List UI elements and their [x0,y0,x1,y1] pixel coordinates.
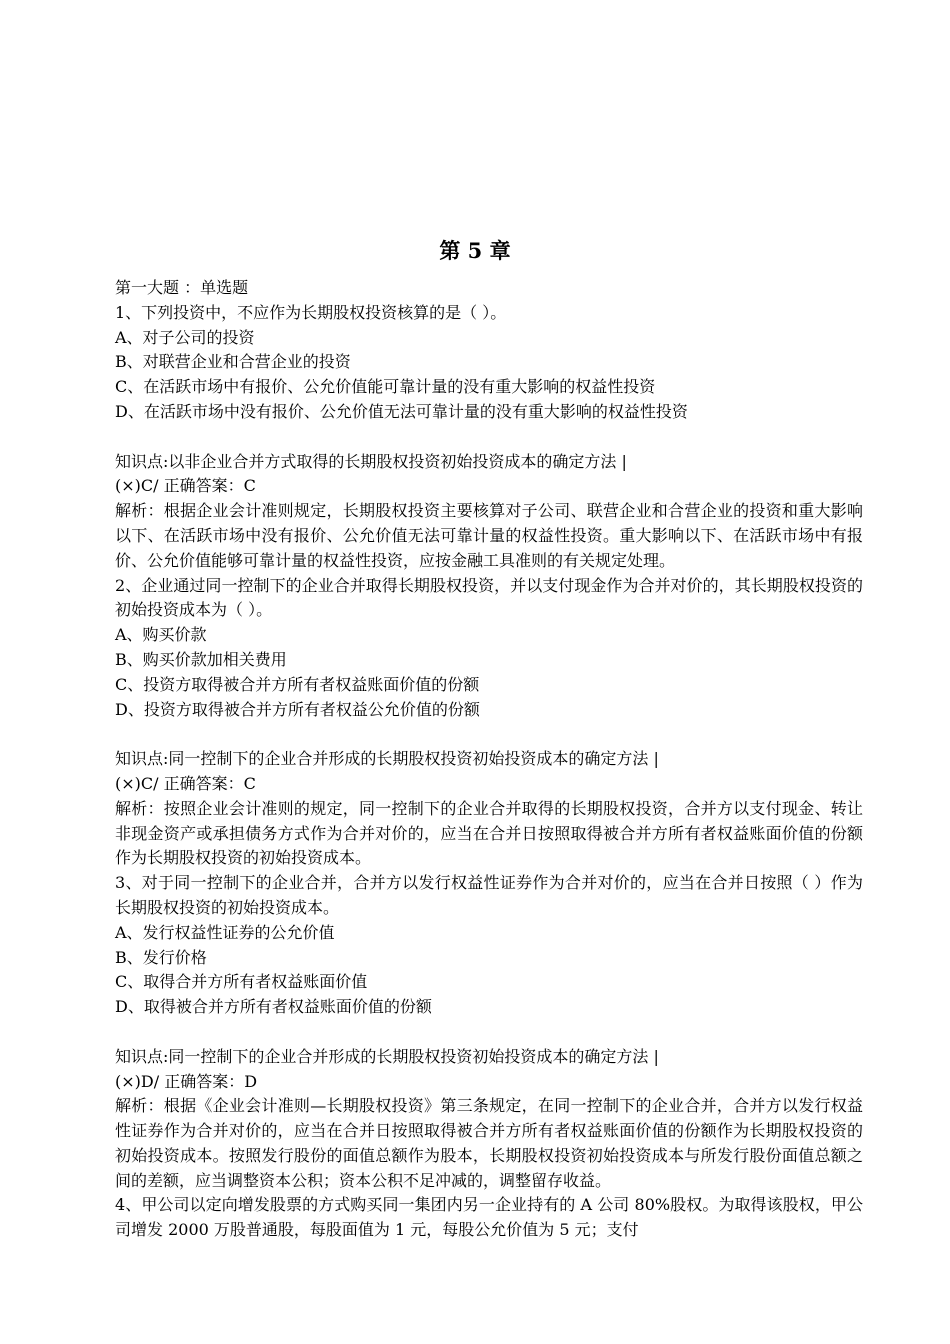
option-c: C、取得合并方所有者权益账面价值 [115,972,368,992]
option-b: B、对联营企业和合营企业的投资 [115,352,351,372]
analysis-text: 解析：根据《企业会计准则—长期股权投资》第三条规定，在同一控制下的企业合并，合并方以发行权益性证券作为合并对价的，应当在合并日按照取得被合并方所有者权益账面价值的份额作为长期股权投资的初始投资成本。按照发行股份的面值总额作为股本，长期股权投资初始投资成本与所发行股份面值总额之间的差额，应当调整资本公积；资本公积不足冲减的，调整留存收益。 [115,1096,863,1190]
knowledge-point: 知识点:以非企业合并方式取得的长期股权投资初始投资成本的确定方法 | [115,451,627,471]
option-a: A、购买价款 [115,625,207,645]
answer-line: (×)C/ 正确答案：C [115,773,256,793]
knowledge-point: 知识点:同一控制下的企业合并形成的长期股权投资初始投资成本的确定方法 | [115,1046,659,1066]
spacer [115,425,863,450]
chapter-title: 第 5 章 [439,238,511,263]
option-a: A、对子公司的投资 [115,327,255,347]
document-body [115,276,863,1243]
question-4 [115,1193,863,1243]
option-d: D、取得被合并方所有者权益账面价值的份额 [115,997,432,1017]
question-stem: 1、下列投资中，不应作为长期股权投资核算的是（ ）。 [115,302,507,322]
question-1 [115,301,863,574]
option-b: B、发行价格 [115,947,207,967]
question-stem: 3、对于同一控制下的企业合并，合并方以发行权益性证券作为合并对价的，应当在合并日按照（ ）作为长期股权投资的初始投资成本。 [115,873,863,917]
option-c: C、投资方取得被合并方所有者权益账面价值的份额 [115,674,480,694]
option-d: D、投资方取得被合并方所有者权益公允价值的份额 [115,699,480,719]
section-heading: 第一大题 ：单选题 [115,278,249,297]
question-2 [115,574,863,872]
option-c: C、在活跃市场中有报价、公允价值能可靠计量的没有重大影响的权益性投资 [115,377,656,397]
knowledge-point: 知识点:同一控制下的企业合并形成的长期股权投资初始投资成本的确定方法 | [115,749,659,769]
option-d: D、在活跃市场中没有报价、公允价值无法可靠计量的没有重大影响的权益性投资 [115,401,688,421]
option-a: A、发行权益性证券的公允价值 [115,922,335,942]
spacer [115,722,863,747]
answer-line: (×)C/ 正确答案：C [115,476,256,496]
analysis-text: 解析：根据企业会计准则规定，长期股权投资主要核算对子公司、联营企业和合营企业的投资和重大影响以下、在活跃市场中没有报价、公允价值无法可靠计量的权益性投资。重大影响以下、在活跃市场中有报价、公允价值能够可靠计量的权益性投资，应按金融工具准则的有关规定处理。 [115,501,863,570]
analysis-text: 解析：按照企业会计准则的规定，同一控制下的企业合并取得的长期股权投资，合并方以支付现金、转让非现金资产或承担债务方式作为合并对价的，应当在合并日按照取得被合并方所有者权益账面价值的份额作为长期股权投资的初始投资成本。 [115,798,863,868]
question-stem: 2、企业通过同一控制下的企业合并取得长期股权投资，并以支付现金作为合并对价的，其长期股权投资的初始投资成本为（ ）。 [115,575,863,620]
question-stem: 4、甲公司以定向增发股票的方式购买同一集团内另一企业持有的 A 公司 80%股权。为取得该股权，甲公司增发 2000 万股普通股，每股面值为 1 元，每股公允价值为 5 元；支付 [115,1195,863,1240]
spacer [115,1020,863,1045]
question-3 [115,871,863,1193]
answer-line: (×)D/ 正确答案：D [115,1071,258,1091]
option-b: B、购买价款加相关费用 [115,649,287,669]
